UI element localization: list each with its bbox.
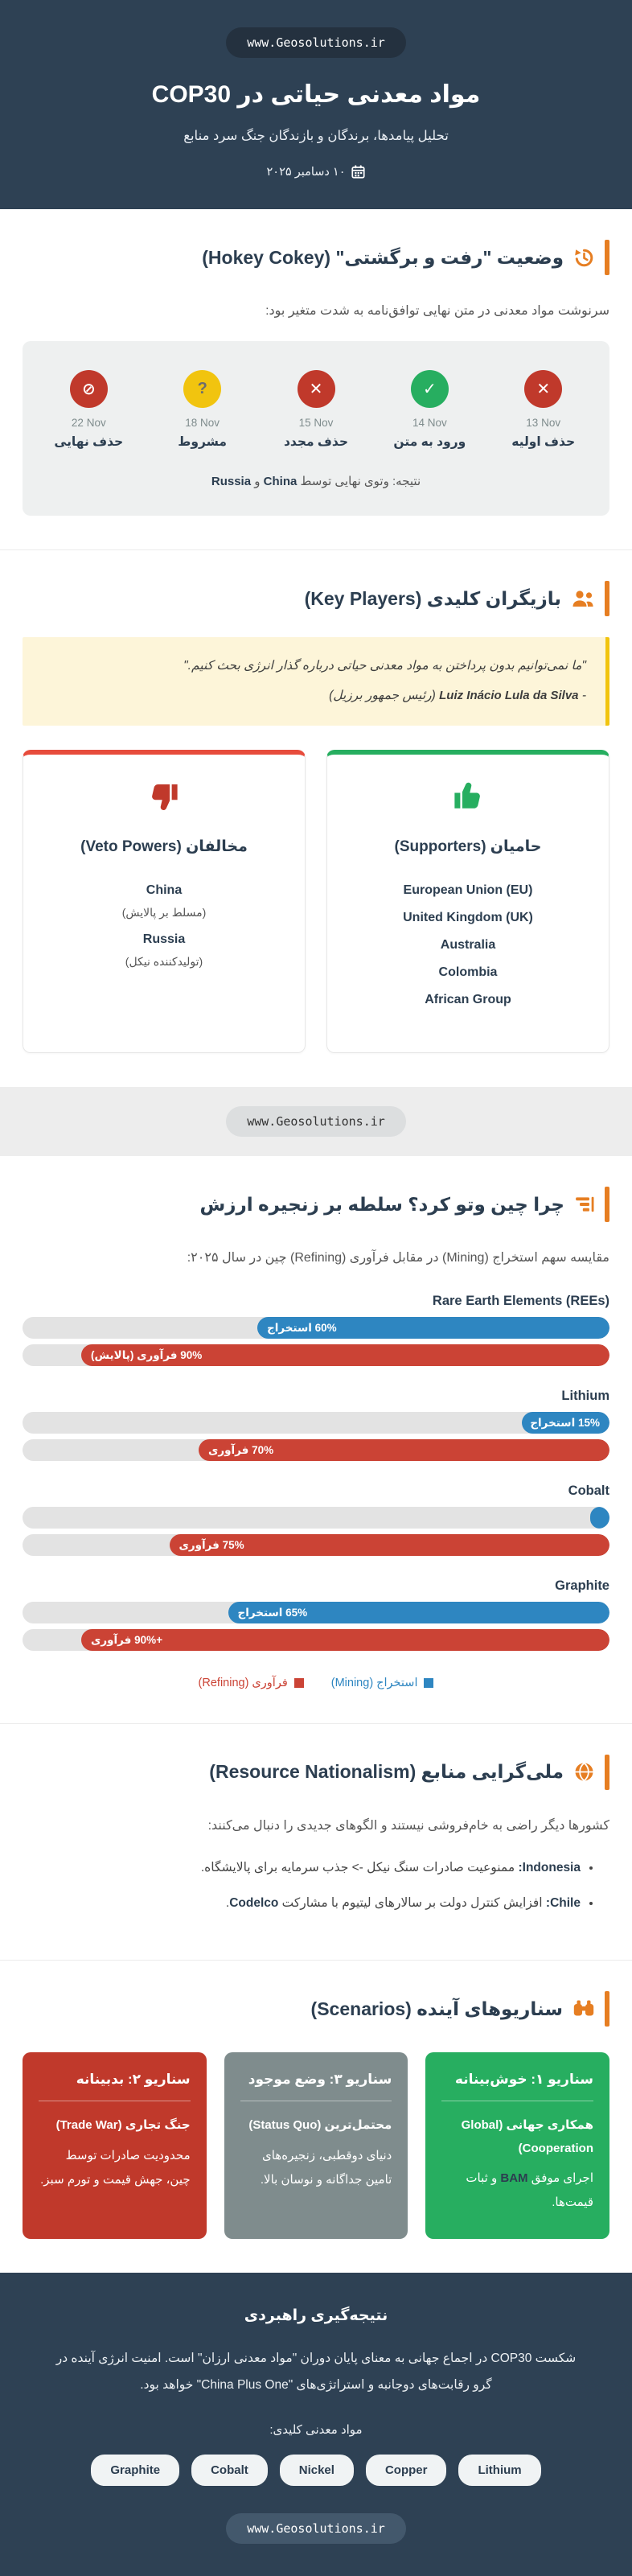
scenario-body — [441, 2167, 593, 2215]
scenario-subtitle: محتمل‌ترین (Status Quo) — [248, 2118, 392, 2133]
legend-label: فرآوری (Refining) — [198, 1676, 288, 1689]
section-nationalism-intro: کشورها دیگر راضی به خام‌فروشی نیستند و الگوهای جدیدی را دنبال می‌کنند: — [207, 1818, 609, 1833]
footer-text: شکست COP30 در اجماع جهانی به معنای پایان دوران "مواد معدنی ارزان" است. امنیت انرژی آینده در گرو رقابت‌های دوجانبه و استراتژی‌های "China Plus One" خواهد بود. — [55, 2352, 577, 2392]
mining-bar: 60% استخراج — [257, 1317, 609, 1339]
scenario-title: سناریو ۲: بدبینانه — [76, 2072, 191, 2088]
x-circle-icon: ✕ — [524, 370, 562, 408]
x-circle-icon: ✕ — [298, 370, 335, 408]
section-players-title: بازیگران کلیدی (Key Players) — [304, 587, 561, 609]
chart-row — [23, 1389, 609, 1461]
quote-dash: - — [581, 689, 586, 703]
bar-track — [23, 1344, 609, 1366]
scenario-body-text: دنیای دوقطبی، زنجیره‌های تامین جداگانه و نوسان بالا. — [260, 2148, 392, 2187]
chart-legend — [23, 1677, 609, 1689]
footer-title: نتیجه‌گیری راهبردی — [244, 2307, 388, 2325]
section-scenarios-title: سناریوهای آینده (Scenarios) — [310, 1998, 563, 2019]
players-cards-row — [23, 750, 609, 1053]
check-circle-icon: ✓ — [411, 370, 449, 408]
timeline-label: ورود به متن — [393, 435, 466, 450]
scenario-body-text: اجرای موفق — [527, 2171, 593, 2186]
timeline-date: 22 Nov — [71, 417, 106, 430]
section-chart-title: چرا چین وتو کرد؟ سلطه بر زنجیره ارزش — [199, 1193, 564, 1215]
veto-country-a: China — [263, 475, 298, 489]
quote-attribution — [42, 683, 586, 708]
bar-chart — [23, 1294, 609, 1689]
veto-member-desc: (تولیدکننده نیکل) — [125, 955, 203, 969]
bar-track — [23, 1317, 609, 1339]
chart-category: Rare Earth Elements (REEs) — [432, 1293, 609, 1308]
bullet-bold: Codelco — [229, 1895, 279, 1910]
scenario-title: سناریو ۳: وضع موجود — [248, 2072, 392, 2088]
mineral-pill: Nickel — [280, 2455, 354, 2486]
supporter-member: African Group — [425, 993, 511, 1007]
section-nationalism-header — [23, 1755, 609, 1790]
scenario-subtitle: جنگ تجاری (Trade War) — [55, 2118, 191, 2133]
bar-track — [23, 1534, 609, 1556]
history-clock-icon — [573, 247, 595, 269]
quote-text: "ما نمی‌توانیم بدون پرداختن به مواد معدنی حیاتی درباره گذار انرژی بحث کنیم." — [183, 659, 586, 673]
accent-bar — [605, 1755, 609, 1790]
section-players-header — [23, 581, 609, 616]
timeline — [35, 370, 597, 450]
mining-bar: 65% استخراج — [228, 1602, 610, 1623]
bar-track — [23, 1507, 609, 1529]
legend-swatch-blue — [424, 1678, 433, 1688]
legend-item-mining — [331, 1677, 434, 1689]
timeline-date: 14 Nov — [412, 417, 447, 430]
mineral-pill: Cobalt — [191, 2455, 268, 2486]
timeline-item — [376, 370, 483, 450]
users-icon — [571, 589, 595, 609]
timeline-label: مشروط — [178, 435, 228, 450]
chart-row — [23, 1578, 609, 1651]
publish-date: ۱۰ دسامبر ۲۰۲۵ — [266, 165, 346, 179]
page-header — [0, 0, 632, 209]
footer-badge-wrap — [23, 2513, 609, 2544]
section-nationalism — [0, 1723, 632, 1960]
bullet-indonesia — [23, 1856, 581, 1879]
legend-label: استخراج (Mining) — [330, 1676, 418, 1689]
refining-bar: +90% فرآوری — [81, 1629, 609, 1651]
section-chart-intro: مقایسه سهم استخراج (Mining) در مقابل فرآوری (Refining) چین در سال ۲۰۲۵: — [187, 1251, 609, 1265]
scenario-body — [240, 2144, 392, 2192]
bar-track — [23, 1439, 609, 1461]
veto-member-desc: (مسلط بر پالایش) — [121, 906, 207, 920]
veto-member: Russia — [142, 932, 186, 947]
scenario-card-status-quo — [224, 2052, 408, 2239]
refining-bar: 70% فرآوری — [199, 1439, 609, 1461]
mining-bar: 15% استخراج — [522, 1412, 610, 1434]
timeline-label: حذف نهایی — [54, 435, 124, 450]
scenario-highlight: BAM — [500, 2171, 528, 2186]
ban-circle-icon: ⊘ — [70, 370, 108, 408]
timeline-result-prefix: نتیجه: وتوی نهایی توسط — [300, 475, 421, 489]
scenario-subtitle: همکاری جهانی (Global Cooperation) — [461, 2118, 593, 2155]
site-badge-link[interactable]: www.Geosolutions.ir — [226, 1106, 406, 1137]
page-title: مواد معدنی حیاتی در COP30 — [151, 81, 481, 108]
thumbs-down-icon — [147, 779, 181, 813]
accent-bar — [605, 1991, 609, 2027]
accent-bar — [605, 581, 609, 616]
quote-box — [23, 637, 609, 726]
supporter-member: United Kingdom (UK) — [403, 911, 533, 925]
scenario-body — [39, 2144, 191, 2192]
page-subtitle: تحلیل پیامدها، برندگان و بازندگان جنگ سرد منابع — [183, 129, 449, 143]
accent-bar — [605, 240, 609, 275]
supporter-member: Australia — [440, 938, 496, 953]
veto-member: China — [146, 883, 183, 898]
timeline-item — [263, 370, 370, 450]
mineral-pill: Lithium — [458, 2455, 540, 2486]
mineral-pills — [23, 2455, 609, 2486]
divider-band — [0, 1087, 632, 1156]
supporters-title: حامیان (Supporters) — [394, 838, 542, 856]
site-badge-link[interactable]: www.Geosolutions.ir — [226, 27, 406, 58]
bar-chart-icon — [574, 1194, 595, 1215]
timeline-item — [490, 370, 597, 450]
timeline-item — [149, 370, 256, 450]
timeline-label: حذف اولیه — [511, 435, 576, 450]
scenario-card-optimistic — [425, 2052, 609, 2239]
section-chart-header — [23, 1187, 609, 1222]
scenario-cards-row — [23, 2052, 609, 2239]
section-nationalism-title: ملی‌گرایی منابع (Resource Nationalism) — [209, 1761, 564, 1783]
scenario-body-text: و ثبات قیمت‌ها. — [466, 2171, 593, 2210]
site-badge-link[interactable]: www.Geosolutions.ir — [226, 2513, 406, 2544]
veto-title: مخالفان (Veto Powers) — [80, 838, 248, 856]
refining-bar: 90% فرآوری (پالایش) — [81, 1344, 609, 1366]
bullet-lead: Indonesia: — [518, 1861, 581, 1875]
calendar-icon — [351, 165, 365, 179]
bullet-lead: Chile: — [545, 1895, 581, 1910]
scenario-card-pessimistic — [23, 2052, 207, 2239]
timeline-date: 13 Nov — [526, 417, 561, 430]
scenario-body-text: محدودیت صادرات توسط چین، جهش قیمت و تورم سبز. — [40, 2148, 191, 2187]
timeline-item — [35, 370, 142, 450]
section-scenarios-header — [23, 1991, 609, 2027]
minerals-label: مواد معدنی کلیدی: — [269, 2423, 363, 2438]
timeline-date: 18 Nov — [185, 417, 220, 430]
bar-track — [23, 1602, 609, 1623]
timeline-result-conjunction: و — [254, 475, 261, 489]
quote-author: Luiz Inácio Lula da Silva — [439, 689, 579, 703]
timeline-box — [23, 341, 609, 516]
mining-bar — [590, 1507, 609, 1529]
section-status-intro: سرنوشت مواد معدنی در متن نهایی توافق‌نامه به شدت متغیر بود: — [265, 304, 609, 318]
veto-country-b: Russia — [211, 475, 252, 489]
chart-row — [23, 1483, 609, 1556]
timeline-result — [35, 474, 597, 488]
refining-bar: 75% فرآوری — [170, 1534, 610, 1556]
chart-category: Graphite — [555, 1578, 609, 1593]
chart-category: Cobalt — [568, 1483, 609, 1498]
mineral-pill: Graphite — [91, 2455, 179, 2486]
veto-powers-card — [23, 750, 306, 1053]
timeline-date: 15 Nov — [298, 417, 334, 430]
timeline-label: حذف مجدد — [283, 435, 349, 450]
supporter-member: Colombia — [438, 965, 498, 980]
scenario-title: سناریو ۱: خوش‌بینانه — [454, 2072, 593, 2088]
supporter-member: European Union (EU) — [403, 883, 533, 898]
legend-swatch-red — [294, 1678, 304, 1688]
bullet-chile — [23, 1891, 581, 1915]
page-footer — [0, 2273, 632, 2576]
section-status-title: وضعیت "رفت و برگشتی" (Hokey Cokey) — [202, 246, 564, 268]
bullet-text: افزایش کنترل دولت بر سالارهای لیتیوم با مشارکت — [278, 1895, 546, 1910]
thumbs-up-icon — [451, 779, 485, 813]
globe-icon — [573, 1761, 595, 1783]
section-status-header — [23, 240, 609, 275]
mineral-pill: Copper — [366, 2455, 447, 2486]
bullet-tail: . — [225, 1895, 230, 1910]
publish-date-row — [23, 165, 609, 179]
section-scenarios — [0, 1960, 632, 2273]
bullet-text: ممنوعیت صادرات سنگ نیکل -> جذب سرمایه برای پالایشگاه. — [200, 1861, 519, 1875]
nationalism-bullets — [23, 1856, 581, 1915]
quote-author-role: (رئیس جمهور برزیل) — [329, 689, 436, 703]
bar-track — [23, 1629, 609, 1651]
bar-track — [23, 1412, 609, 1434]
accent-bar — [605, 1187, 609, 1222]
binoculars-icon — [572, 1999, 595, 2019]
legend-item-refining — [199, 1677, 304, 1689]
chart-row — [23, 1294, 609, 1366]
section-chart — [0, 1156, 632, 1722]
section-key-players — [0, 549, 632, 1087]
chart-category: Lithium — [561, 1388, 609, 1403]
supporters-card — [326, 750, 609, 1053]
section-status — [0, 209, 632, 549]
question-circle-icon: ? — [183, 370, 221, 408]
